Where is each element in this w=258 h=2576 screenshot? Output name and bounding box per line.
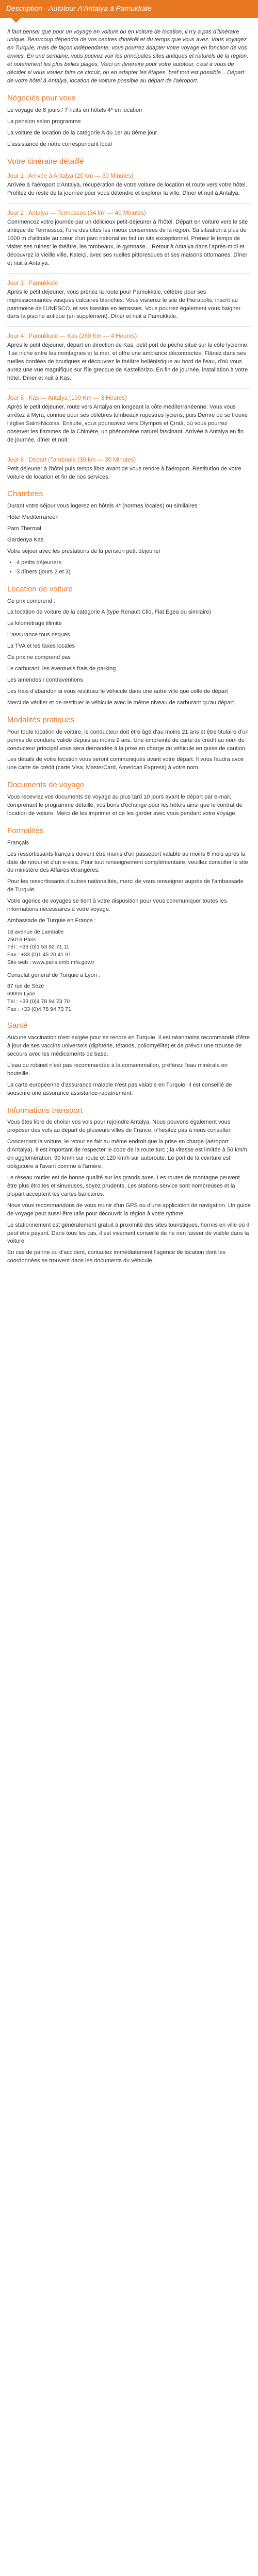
hotel-name: Gardenya Kas — [7, 537, 44, 543]
hotel-name: Hôtel Mediterranéen — [7, 514, 59, 521]
hotel-name: Pam Thermal — [7, 526, 41, 532]
excl-sub: Ce prix ne comprend pas : — [7, 654, 74, 661]
docs-heading: Documents de voyage — [7, 781, 85, 790]
conditions-text: Les détails de votre location vous seront communiqués avant votre départ. Il vous faudra avoir une carte de crédit (carte Visa, MasterCard, American Express) à votre nom. — [7, 756, 244, 771]
transport-text: Concernant la voiture, le retour se fait au même endroit que la prise en charge (aéroport d'Antalya). Il est important de respecter le code de la route turc ; la vitesse est limitée à 50 km/h en agglomération, 90 km/h sur route et 120 km/h sur autoroute. Le port de la ceinture est obligatoire à l'avant comme à l'arrière. — [7, 1139, 247, 1170]
rental-item: La location de voiture de la catégorie A (type Renault Clio, Fiat Egea ou similaire) — [7, 609, 211, 616]
rental-item: L'assurance tous risques — [7, 632, 70, 638]
transport-text: Le stationnement est généralement gratuit à proximité des sites touristiques, hormis en ville où il peut être payant. Dans tous les cas, il est vivement conseillé de ne rien laisser de visible dans la voiture. — [7, 1222, 249, 1245]
admin-text: Votre agence de voyages se tient à votre disposition pour vous communiquer toutes les informations nécessaires à votre voyage. — [7, 898, 227, 913]
admin-text: Pour les ressortissants d'autres nationalités, merci de vous renseigner auprès de l'ambassade de Turquie. — [7, 878, 244, 893]
list-item: • 4 petits déjeuners — [17, 559, 251, 567]
day-title: Jour 6 : Départ (Tamboula (30 km — 30 Minutes) — [7, 456, 136, 463]
health-text: Aucune vaccination n'est exigée pour se rendre en Turquie. Il est néanmoins recommandé d'être à jour de ses vaccins universels (diphtérie, tétanos, poliomyélite) et de prévoir une trousse de secours avec les médicaments de base. — [7, 1034, 250, 1057]
embassy-address — [7, 928, 251, 966]
divider — [7, 326, 251, 327]
day-body: Après le petit déjeuner, route vers Antalya en longeant la côte méditerranéenne. Vous vous arrêtez à Myra, connue pour ses célèbres tombeaux rupestres lyciens, puis Demre où se trouve l'église Saint-Nicolas. Ensuite, vous poursuivez vers Olympos et Çıralı, où vous pourrez observer les flammes de la Chimère, un phénomène naturel fascinant. Arrivée à Antalya en fin de journée, dîner et nuit. — [7, 403, 248, 443]
itinerary-heading: Votre itinéraire détaillé — [7, 157, 84, 166]
fuel-note: Merci de vérifier et de restituer le véhicule avec le même niveau de carburant qu'au départ. — [7, 699, 236, 706]
rooms-text: Durant votre séjour vous logerez en hôtels 4* (normes locales) ou similaires : — [7, 503, 201, 510]
list-item: • 3 dîners (jours 2 et 3) — [17, 568, 251, 577]
rental-heading: Location de voiture — [7, 584, 73, 594]
address-line: 75016 Paris — [7, 936, 37, 943]
day-title: Jour 3 : Pamukkale — [7, 280, 58, 286]
transport-text: Vous êtes libre de choisir vos vols pour rejoindre Antalya. Nous pouvons également vous proposer des vols au départ de plusieurs villes de France, n'hésitez pas à nous consulter. — [7, 1119, 232, 1134]
day-body: Arrivée à l'aéroport d'Antalya, récupération de votre voiture de location et route vers votre hôtel. Profitez du reste de la journée pour vous détendre et explorer la ville. Dîner et nuit à Antalya. — [7, 182, 247, 197]
address-line: 16 avenue de Lamballe — [7, 929, 64, 936]
day-title: Jour 5 : Kas — Antalya (190 Km — 3 Heures) — [7, 395, 127, 401]
conditions-heading: Modalités pratiques — [7, 715, 75, 724]
address-line: Tél : +33 (0)1 53 92 71 11 — [7, 944, 70, 951]
transport-text: Le réseau routier est de bonne qualité sur les grands axes. Les routes de montagne peuvent être plus étroites et sinueuses, soyez prudents. Les stations-service sont nombreuses et la plupart acceptent les cartes bancaires. — [7, 1174, 240, 1197]
consulate-intro: Consulat général de Turquie à Lyon : — [7, 972, 100, 978]
negotiated-line: La pension selon programme — [7, 118, 81, 125]
rental-item: La TVA et les taxes locales — [7, 643, 75, 650]
address-line: Fax : +33 (0)4 78 94 73 71 — [7, 1006, 72, 1012]
day-body: Petit déjeuner à l'hôtel puis temps libre avant de vous rendre à l'aéroport. Restitution de votre voiture de location et fin de nos services. — [7, 465, 241, 480]
rooms-heading: Chambres — [7, 489, 43, 499]
page-title: Description - Autotour A'Antalya à Pamukkale — [0, 0, 258, 18]
address-line: 69006 Lyon — [7, 991, 36, 997]
address-line[interactable]: Site web : www.paris.emb.mfa.gov.tr — [7, 959, 95, 965]
rental-sub: Ce prix comprend : — [7, 598, 55, 604]
rental-item: Le kilométrage illimité — [7, 620, 62, 627]
formalities-heading: Votre séjour avec les prestations de la pension petit déjeuner — [7, 548, 161, 554]
health-text: L'eau du robinet n'est pas recommandée à la consommation, préférez l'eau minérale en bouteille. — [7, 1062, 228, 1077]
address-line: 87 rue de Sèze — [7, 983, 44, 990]
admin-sub: Français — [7, 839, 29, 846]
negotiated-line: L'assistance de notre correspondant local — [7, 141, 112, 147]
main-content — [0, 18, 258, 1266]
day-body: Commencez votre journée par un délicieux petit-déjeuner à l'hôtel. Départ en voiture vers le site antique de Termessos, l'une des cités les mieux conservées de la région. Sa situation à plus de 1000 m d'altitude au cœur d'un parc national en fait un site exceptionnel. Prenez le temps de visiter ses ruines: le théâtre, les tombeaux, le gymnase... Retour à Antalya dans l'après-midi et découvrez la vieille ville, Kaleiçi, avec ses ruelles pittoresques et ses maisons ottomanes. Dîner et nuit à Antalya. — [7, 219, 248, 266]
transport-text: En cas de panne ou d'accident, contactez immédiatement l'agence de location dont les coordonnées se trouvent dans les documents du véhicule. — [7, 1249, 226, 1264]
day-title: Jour 2 : Antalya — Termessos (34 km — 40 Minutes) — [7, 210, 146, 217]
transport-text: Nous vous recommandons de vous munir d'un GPS ou d'une application de navigation. Un guide de voyage peut aussi être utile pour découvrir la région à votre rythme. — [7, 1202, 251, 1217]
transport-heading: Informations transport — [7, 1106, 83, 1115]
docs-text: Vous recevrez vos documents de voyage au plus tard 10 jours avant le départ par e-mail, comprenant le programme détaillé, vos bons d'échange pour les hôtels ainsi que le contrat de location de voiture. Merci de les imprimer et de les garder avec vous pendant votre voyage. — [7, 794, 243, 817]
divider — [7, 273, 251, 274]
health-text: La carte européenne d'assurance maladie n'est pas valable en Turquie. Il est conseillé de souscrire une assurance assistance-rapatriement. — [7, 1081, 232, 1096]
excl-item: Les amendes / contraventions — [7, 677, 83, 684]
conditions-text: Pour toute location de voiture, le conducteur doit être âgé d'au moins 21 ans et être titulaire d'un permis de conduire valide depuis au moins 2 ans. Une empreinte de carte de crédit au nom du conducteur principal vous sera demandée à la prise en charge du véhicule en guise de caution. — [7, 728, 249, 752]
intro-text: Il faut penser que pour un voyage en voiture ou en voiture de location, il n'y a pas d'itinéraire unique. Beaucoup dépendra de vos centres d'intérêt et du temps que vous avez. Vous voyagez en Turquie, mais de façon indépendante, vous pourrez adapter votre voyage en fonction de vos envies. En une semaine, vous pouvez voir les principales sites antiques et naturels de la région, et notamment les plus belles plages. Voici un itinéraire pour votre autotour, c'est à vous de décider si vous voulez faire ce circuit, ou en adapter les étapes, bref tout est possible... Départ de votre hôtel à Antalya, location de voiture possible au départ de l'aéroport. — [7, 28, 249, 84]
admin-text: Les ressortissants français doivent être munis d'un passeport valable au moins 6 mois après la date de retour et d'un e-visa. Pour tout renseignement complémentaire, veuillez consulter le site du ministère des Affaires étrangères. — [7, 851, 248, 874]
admin-heading: Formalités — [7, 826, 44, 835]
address-line: Tél : +33 (0)4 78 94 73 70 — [7, 998, 70, 1005]
meal-list — [7, 559, 251, 577]
section-heading-negotiated: Négociés pour vous — [7, 94, 76, 103]
day-body: Après le petit déjeuner, vous prenez la route pour Pamukkale, célèbre pour ses impressionnantes vasques calcaires blanches. Vous visiterez le site de Hiérapolis, inscrit au patrimoine de l'UNESCO, et ses bassins en terrasses. Vous pourrez également vous baigner dans la piscine antique (en supplément). Dîner et nuit à Pamukkale. — [7, 289, 241, 320]
consulate-address — [7, 982, 251, 1013]
page — [0, 0, 258, 1265]
negotiated-line: La voiture de location de la catégorie A du 1er au 8ème jour — [7, 129, 157, 136]
day-title: Jour 4 : Pamukkale — Kas (280 Km — 4 Heures) — [7, 333, 137, 340]
day-body: Après le petit déjeuner, départ en direction de Kas, petit port de pêche situé sur la côte lycienne. Il se niche entre les montagnes et la mer, et offre une ambiance décontractée. Flânez dans ses ruelles bordées de boutiques et découvrez le théâtre hellénistique au bord de l'eau, d'où vous aurez une vue magnifique sur l'île grecque de Kastellorizo. En fin de journée, installation à votre hôtel. Dîner et nuit à Kas. — [7, 342, 249, 382]
negotiated-line: Le voyage de 8 jours / 7 nuits en hôtels 4* en location — [7, 107, 142, 113]
health-heading: Santé — [7, 1021, 28, 1030]
embassy-intro: Ambassade de Turquie en France : — [7, 918, 96, 924]
day-title: Jour 1 : Arrivée à Antalya (20 km — 30 Minutes) — [7, 173, 134, 180]
address-line: Fax : +33 (0)1 45 20 41 91 — [7, 952, 72, 958]
excl-item: Le carburant, les éventuels frais de parking — [7, 666, 116, 672]
divider — [7, 203, 251, 204]
excl-item: Les frais d'abandon si vous restituez le véhicule dans une autre ville que celle de départ — [7, 688, 228, 694]
